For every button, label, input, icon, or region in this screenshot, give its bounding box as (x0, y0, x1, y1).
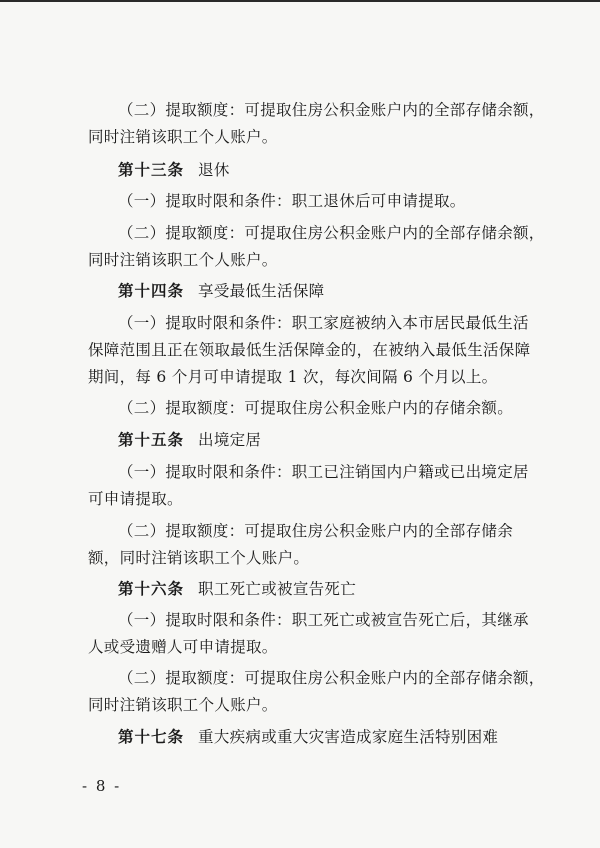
paragraph-line: （二）提取额度：可提取住房公积金账户内的全部存储余额， (118, 669, 545, 687)
article-heading (118, 726, 536, 748)
article-number: 第十七条 (118, 728, 185, 746)
article-number: 第十六条 (118, 580, 185, 598)
paragraph-line: 期间，每 6 个月可申请提取 1 次，每次间隔 6 个月以上。 (88, 368, 498, 386)
article-title: 退休 (198, 161, 230, 179)
paragraph-line: （一）提取时限和条件：职工已注销国内户籍或已出境定居 (118, 463, 529, 481)
article-heading (118, 429, 536, 451)
paragraph-line: （二）提取额度：可提取住房公积金账户内的全部存储余额， (118, 224, 545, 242)
paragraph-line: 同时注销该职工个人账户。 (88, 128, 278, 146)
article-number: 第十四条 (118, 282, 185, 300)
article-number: 第十五条 (118, 431, 185, 449)
paragraph-line: 可申请提取。 (88, 490, 183, 508)
article-heading (118, 159, 536, 181)
paragraph-line: （二）提取额度：可提取住房公积金账户内的全部存储余额， (118, 101, 545, 119)
paragraph-line: （一）提取时限和条件：职工退休后可申请提取。 (118, 192, 466, 210)
paragraph-line: （二）提取额度：可提取住房公积金账户内的存储余额。 (118, 399, 514, 417)
paragraph-line: 同时注销该职工个人账户。 (88, 696, 278, 714)
article-title: 享受最低生活保障 (198, 282, 325, 300)
paragraph-line: 人或受遗赠人可申请提取。 (88, 638, 278, 656)
article-title: 出境定居 (198, 431, 262, 449)
paragraph-line: （一）提取时限和条件：职工死亡或被宣告死亡后，其继承 (118, 611, 529, 629)
article-title: 重大疾病或重大灾害造成家庭生活特别困难 (198, 728, 499, 746)
paragraph-line: 同时注销该职工个人账户。 (88, 251, 278, 269)
article-title: 职工死亡或被宣告死亡 (198, 580, 357, 598)
paragraph-line: （一）提取时限和条件：职工家庭被纳入本市居民最低生活 (118, 314, 529, 332)
article-heading (118, 280, 536, 302)
paragraph-line: （二）提取额度：可提取住房公积金账户内的全部存储余 (118, 522, 514, 540)
article-number: 第十三条 (118, 161, 185, 179)
page-number: - 8 - (82, 777, 122, 795)
paragraph-line: 额，同时注销该职工个人账户。 (88, 549, 310, 567)
paragraph-line: 保障范围且正在领取最低生活保障金的，在被纳入最低生活保障 (88, 341, 531, 359)
article-heading (118, 578, 536, 600)
